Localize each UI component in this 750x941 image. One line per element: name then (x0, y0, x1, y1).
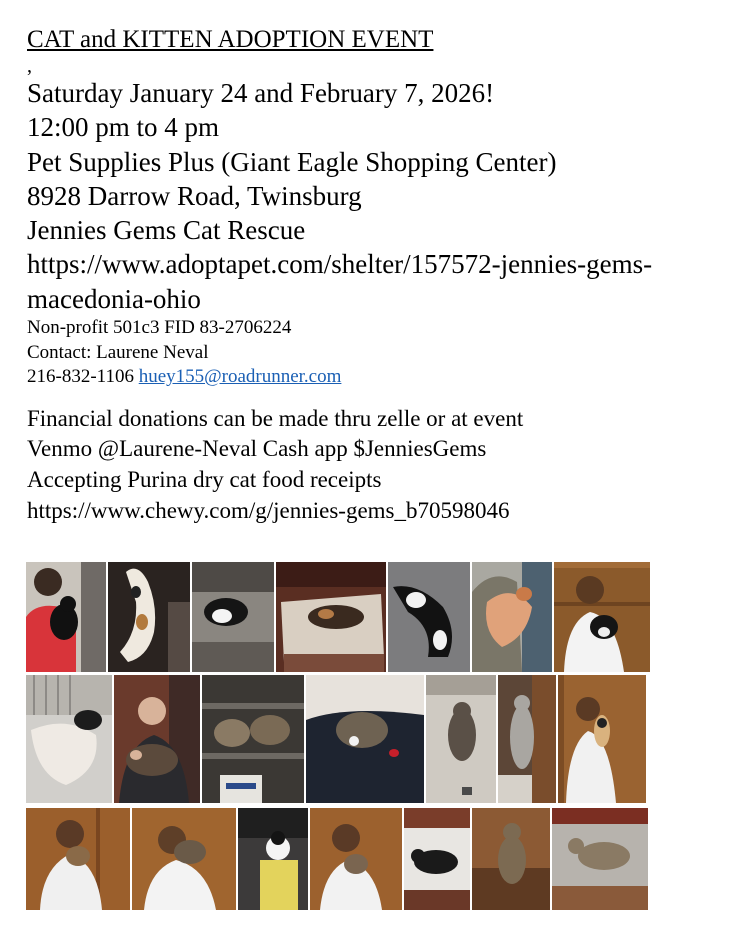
photo-woman-black-white-cat (554, 562, 650, 672)
photo-tabby-kittens-shelf (202, 675, 304, 803)
event-address: 8928 Darrow Road, Twinsburg (27, 180, 362, 211)
photo-woman-red-shirt-black-cat (26, 562, 106, 672)
photo-white-cat-lying (26, 675, 112, 803)
contact-name: Contact: Laurene Neval (27, 341, 209, 363)
photo-tortoiseshell-cushion (276, 562, 386, 672)
photo-silver-tabby-standing (498, 675, 556, 803)
photo-black-white-cat-lying (388, 562, 470, 672)
event-venue: Pet Supplies Plus (Giant Eagle Shopping Center) (27, 146, 557, 177)
photo-black-cat-table (404, 808, 470, 910)
photo-black-white-cat-litter-box (238, 808, 308, 910)
photo-woman-calico-cat (558, 675, 646, 803)
contact-line (27, 365, 742, 390)
photo-woman-hugging-tabby (132, 808, 236, 910)
phone-number: 216-832-1106 (27, 366, 134, 388)
event-title: CAT and KITTEN ADOPTION EVENT (27, 26, 434, 53)
photo-man-tabby-cat (114, 675, 200, 803)
receipts-text: Accepting Purina dry cat food receipts (27, 466, 382, 492)
photo-tabby-black-blanket (306, 675, 424, 803)
photo-black-white-cat-floor (192, 562, 274, 672)
photo-woman-tabby-kitten (26, 808, 130, 910)
chewy-url: https://www.chewy.com/g/jennies-gems_b70598046 (27, 497, 510, 523)
event-time: 12:00 pm to 4 pm (27, 112, 220, 143)
photo-woman-holding-tabby (310, 808, 402, 910)
photo-tabby-cat-counter (552, 808, 648, 910)
event-date: Saturday January 24 and February 7, 2026! (27, 78, 495, 108)
photo-white-calico-stretching (108, 562, 190, 672)
email-link[interactable]: huey155@roadrunner.com (138, 366, 342, 388)
photo-tabby-cat-floor (426, 675, 496, 803)
adoptapet-url-line1: https://www.adoptapet.com/shelter/157572-jennies-gems- (27, 249, 653, 280)
stray-comma: , (27, 55, 32, 77)
flyer-text (27, 24, 742, 526)
donations-text: Financial donations can be made thru zelle or at event (27, 405, 524, 431)
nonprofit-info: Non-profit 501c3 FID 83-2706224 (27, 317, 292, 339)
adoptapet-url-line2: macedonia-ohio (27, 283, 201, 314)
photo-man-orange-cat (472, 562, 552, 672)
rescue-name: Jennies Gems Cat Rescue (27, 215, 306, 246)
venmo-text: Venmo @Laurene-Neval Cash app $JenniesGems (27, 436, 487, 462)
photo-tabby-cat-sitting (472, 808, 550, 910)
